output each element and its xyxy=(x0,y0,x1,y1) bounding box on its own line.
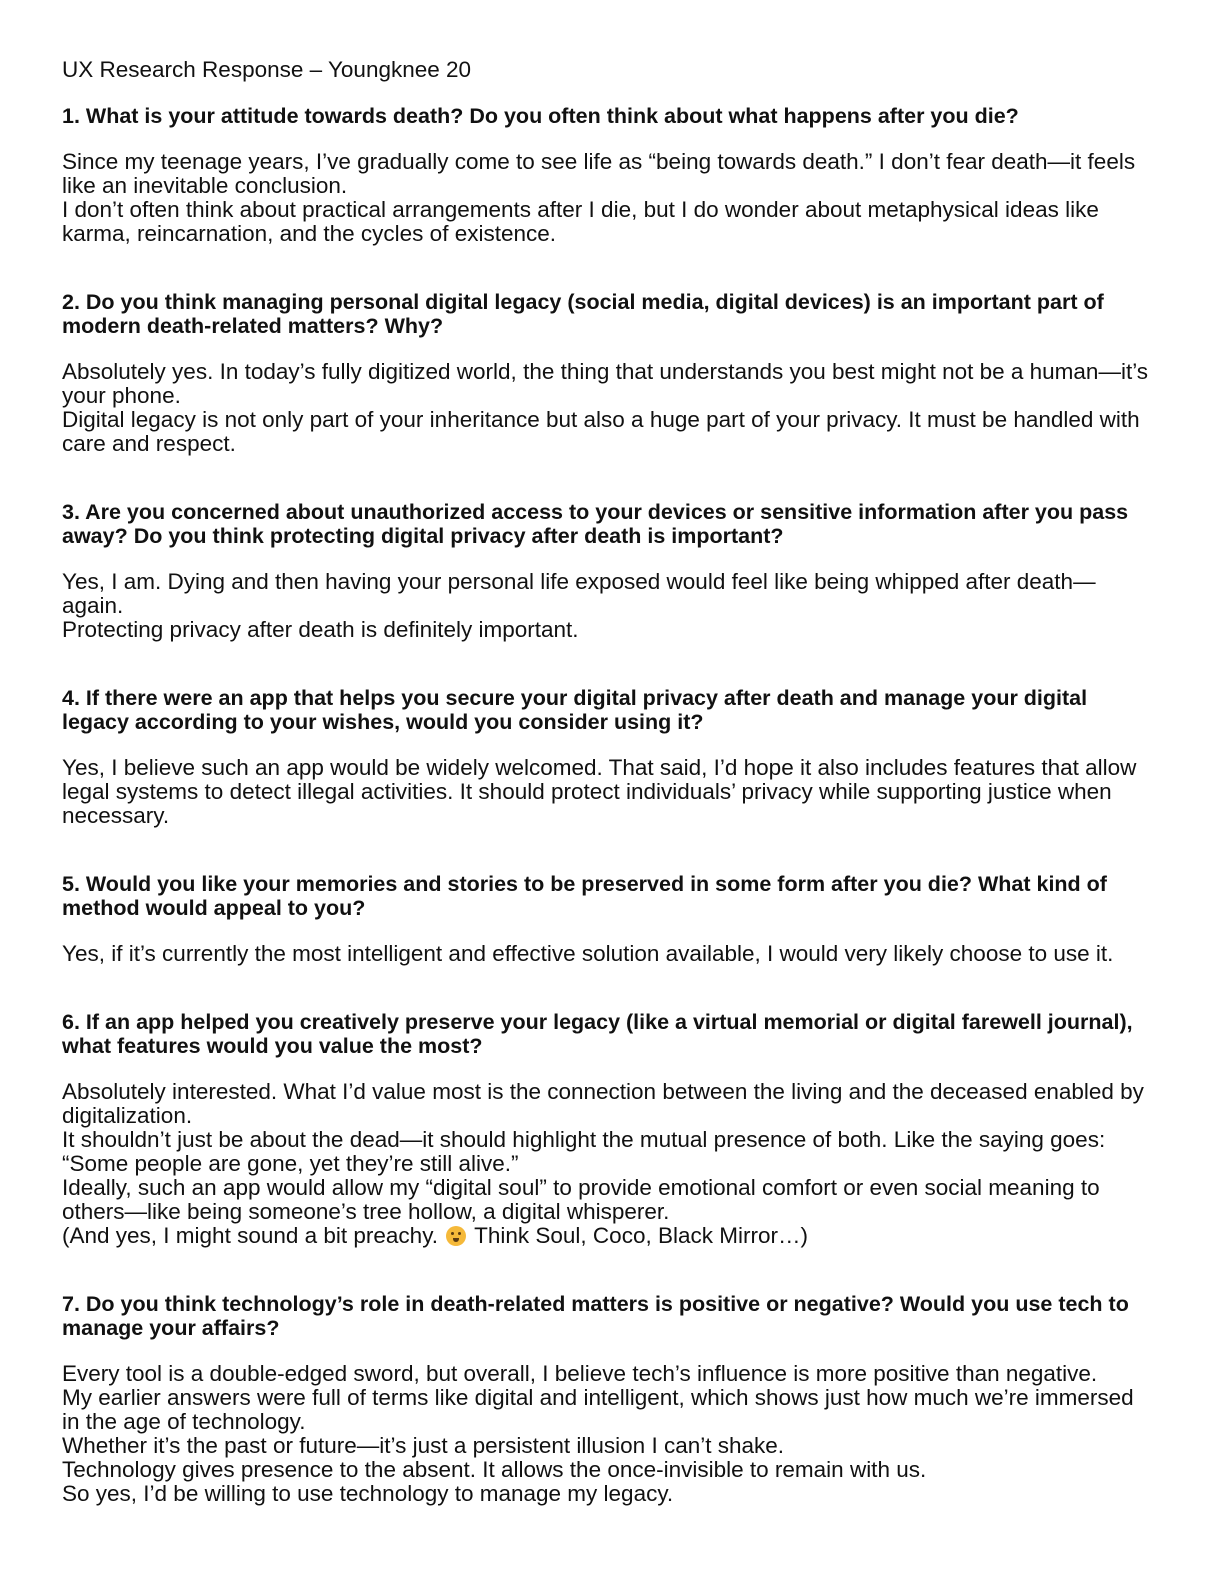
answer-6-line-4-before: (And yes, I might sound a bit preachy. xyxy=(62,1223,445,1248)
answer-1-line-1: Since my teenage years, I’ve gradually come to see life as “being towards death.” I don’t fear death—it feels like an inevitable conclusion. xyxy=(62,149,1136,198)
question-3: 3. Are you concerned about unauthorized access to your devices or sensitive information after you pass away? Do you think protecting digital privacy after death is important? xyxy=(62,500,1129,548)
qa-item-3 xyxy=(62,500,1154,642)
qa-item-7 xyxy=(62,1292,1154,1506)
qa-item-2 xyxy=(62,290,1154,456)
answer-6-line-4-after: Think Soul, Coco, Black Mirror…) xyxy=(468,1223,808,1248)
document-title: UX Research Response – Youngknee 20 xyxy=(62,57,472,82)
answer-7-line-1: Every tool is a double-edged sword, but overall, I believe tech’s influence is more positive than negative. xyxy=(62,1361,1098,1386)
answer-4-line-1: Yes, I believe such an app would be widely welcomed. That said, I’d hope it also includes features that allow legal systems to detect illegal activities. It should protect individuals’ privacy while supporting justice when necessary. xyxy=(62,755,1137,828)
answer-6-line-1: Absolutely interested. What I’d value most is the connection between the living and the deceased enabled by digitalization. xyxy=(62,1079,1144,1128)
answer-7-line-2: My earlier answers were full of terms like digital and intelligent, which shows just how much we’re immersed in the age of technology. xyxy=(62,1385,1134,1434)
answer-5-line-1: Yes, if it’s currently the most intelligent and effective solution available, I would very likely choose to use it. xyxy=(62,941,1114,966)
answer-3-line-1: Yes, I am. Dying and then having your personal life exposed would feel like being whipped after death—again. xyxy=(62,569,1096,618)
qa-item-5 xyxy=(62,872,1154,966)
answer-6-line-2: It shouldn’t just be about the dead—it should highlight the mutual presence of both. Like the saying goes: “Some people are gone, yet they’re still alive.” xyxy=(62,1127,1106,1176)
answer-7-line-3: Whether it’s the past or future—it’s just a persistent illusion I can’t shake. xyxy=(62,1433,785,1458)
qa-item-4 xyxy=(62,686,1154,828)
document-page xyxy=(62,56,1154,1506)
question-1: 1. What is your attitude towards death? Do you often think about what happens after you die? xyxy=(62,104,1019,128)
qa-item-6 xyxy=(62,1010,1154,1248)
shushing-face-emoji-icon xyxy=(446,1226,466,1246)
answer-7-line-5: So yes, I’d be willing to use technology to manage my legacy. xyxy=(62,1481,674,1506)
question-5: 5. Would you like your memories and stories to be preserved in some form after you die? What kind of method would appeal to you? xyxy=(62,872,1107,920)
question-4: 4. If there were an app that helps you secure your digital privacy after death and manage your digital legacy according to your wishes, would you consider using it? xyxy=(62,686,1088,734)
question-2: 2. Do you think managing personal digital legacy (social media, digital devices) is an important part of modern death-related matters? Why? xyxy=(62,290,1104,338)
answer-3-line-2: Protecting privacy after death is definitely important. xyxy=(62,617,579,642)
qa-item-1 xyxy=(62,104,1154,246)
answer-7-line-4: Technology gives presence to the absent. It allows the once-invisible to remain with us. xyxy=(62,1457,927,1482)
answer-2-line-1: Absolutely yes. In today’s fully digitized world, the thing that understands you best might not be a human—it’s your phone. xyxy=(62,359,1149,408)
answer-6-line-4 xyxy=(62,1224,1154,1248)
answer-6-line-3: Ideally, such an app would allow my “digital soul” to provide emotional comfort or even social meaning to others—like being someone’s tree hollow, a digital whisperer. xyxy=(62,1175,1100,1224)
answer-2-line-2: Digital legacy is not only part of your inheritance but also a huge part of your privacy. It must be handled with care and respect. xyxy=(62,407,1140,456)
question-6: 6. If an app helped you creatively preserve your legacy (like a virtual memorial or digital farewell journal), what features would you value the most? xyxy=(62,1010,1133,1058)
question-7: 7. Do you think technology’s role in death-related matters is positive or negative? Would you use tech to manage your affairs? xyxy=(62,1292,1129,1340)
answer-1-line-2: I don’t often think about practical arrangements after I die, but I do wonder about metaphysical ideas like karma, reincarnation, and the cycles of existence. xyxy=(62,197,1099,246)
